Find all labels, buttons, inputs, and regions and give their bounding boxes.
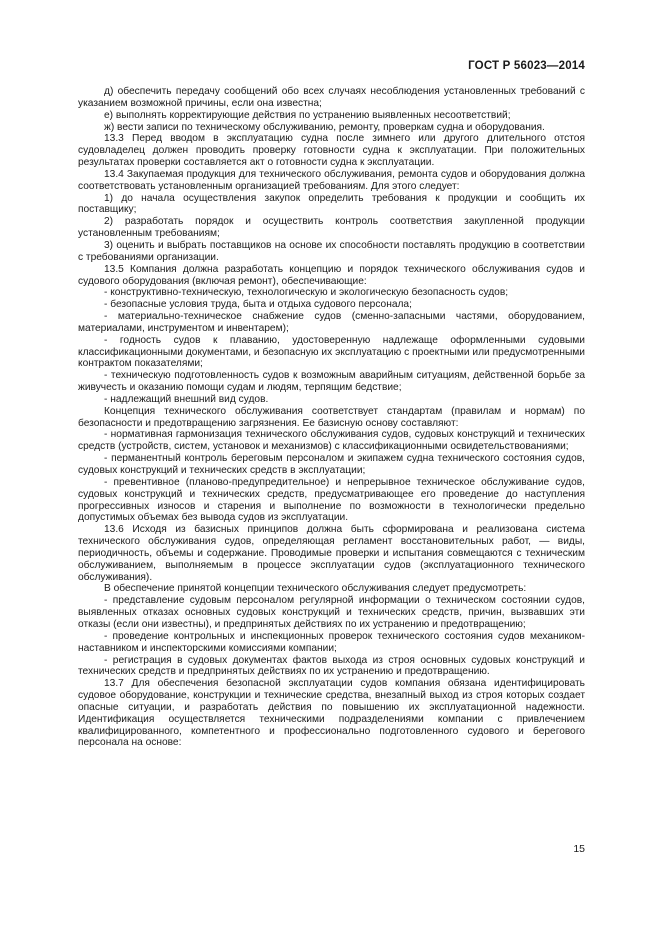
paragraph: Концепция технического обслуживания соответствует стандартам (правилам и нормам) по безопасности и предотвращению загрязнения. Ее базисную основу составляют: <box>78 405 585 429</box>
paragraph: 13.4 Закупаемая продукция для технического обслуживания, ремонта судов и оборудования должна соответствовать установленным организацией требованиям. Для этого следует: <box>78 168 585 192</box>
paragraph: - материально-техническое снабжение судов (сменно-запасными частями, оборудованием, материалами, инструментом и инвентарем); <box>78 311 585 334</box>
paragraph: 13.7 Для обеспечения безопасной эксплуатации судов компания обязана идентифицировать судовое оборудование, конструкции и технические средства, внезапный выход из строя которых создает опасные ситуации, и разработать действия по повышению их эксплуатационной надежности. Идентификация осуществляется техническими подразделениями компании с привлечением квалифицированного, компетентного и профессионально подготовленного судового и берегового персонала на основе: <box>78 678 585 749</box>
paragraph: В обеспечение принятой концепции технического обслуживания следует предусмотреть: <box>104 583 527 595</box>
paragraph: - нормативная гармонизация технического обслуживания судов, судовых конструкций и технических средств (устройств, систем, установок и механизмов) с классификационными освидетельствованиями; <box>78 429 585 453</box>
paragraph: - конструктивно-техническую, технологическую и экологическую безопасность судов; <box>104 287 509 299</box>
paragraph: ж) вести записи по техническому обслуживанию, ремонту, проверкам судна и оборудования. <box>104 121 545 133</box>
paragraph: - перманентный контроль береговым персоналом и экипажем судна технического состояния судов, судовых конструкций и технических средств в эксплуатации; <box>78 453 585 476</box>
paragraph: - безопасные условия труда, быта и отдыха судового персонала; <box>104 299 412 311</box>
paragraph: е) выполнять корректирующие действия по устранению выявленных несоответствий; <box>104 109 511 121</box>
paragraph: - годность судов к плаванию, удостоверенную надлежаще оформленными судовыми классификационными документами, и безопасную их эксплуатацию с проектными или предусмотренными контрактом показателями; <box>78 334 585 370</box>
document-body <box>78 86 585 749</box>
paragraph: 3) оценить и выбрать поставщиков на основе их способности поставлять продукцию в соответствии с требованиями организации. <box>78 239 585 263</box>
paragraph: - превентивное (планово-предупредительное) и непрерывное техническое обслуживание судов, судовых конструкций и технических средств, предусматривающее его проведение до наступления прогрессивных износов и старения и выполнение по возможности в технологически предельно допустимых объемах без вывода судов из эксплуатации. <box>78 476 585 524</box>
paragraph: - техническую подготовленность судов к возможным аварийным ситуациям, действенной борьбе за живучесть и оказанию помощи судам и людям, терпящим бедствие; <box>78 370 585 394</box>
paragraph: д) обеспечить передачу сообщений обо всех случаях несоблюдения установленных требований с указанием возможной причины, если она известна; <box>78 86 585 109</box>
paragraph: 13.6 Исходя из базисных принципов должна быть сформирована и реализована система технического обслуживания судов, определяющая регламент восстановительных работ, — виды, периодичность, объемы и содержание. Проводимые проверки и испытания совмещаются с техническим обслуживанием, выполняемым в процессе эксплуатации судов (эксплуатационного технического обслуживания). <box>78 524 585 583</box>
paragraph: 1) до начала осуществления закупок определить требования к продукции и сообщить их поставщику; <box>78 192 585 216</box>
paragraph: - регистрация в судовых документах фактов выхода из строя основных судовых конструкций и технических средств и предпринятых действиях по их устранению и предотвращению. <box>78 654 585 678</box>
paragraph: - надлежащий внешний вид судов. <box>104 393 269 405</box>
paragraph: - проведение контрольных и инспекционных проверок технического состояния судов механиком-наставником и инспекторскими комиссиями компании; <box>78 630 585 654</box>
paragraph: 2) разработать порядок и осуществить контроль соответствия закупленной продукции установленным требованиям; <box>78 216 585 240</box>
paragraph: - представление судовым персоналом регулярной информации о техническом состоянии судов, выявленных отказах основных судовых конструкций и технических средств, причин, вызвавших эти отказы (если они известны), и предпринятых действиях по их устранению и предотвращению; <box>78 595 585 630</box>
page-number: 15 <box>573 843 585 855</box>
paragraph: 13.3 Перед вводом в эксплуатацию судна после зимнего или другого длительного отстоя судовладелец должен проводить проверку готовности судна к эксплуатации. При положительных результатах проверки составляется акт о готовности судна к эксплуатации. <box>78 133 585 169</box>
paragraph: 13.5 Компания должна разработать концепцию и порядок технического обслуживания судов и судового оборудования (включая ремонт), обеспечивающие: <box>78 263 585 287</box>
standard-header: ГОСТ Р 56023—2014 <box>468 60 585 72</box>
